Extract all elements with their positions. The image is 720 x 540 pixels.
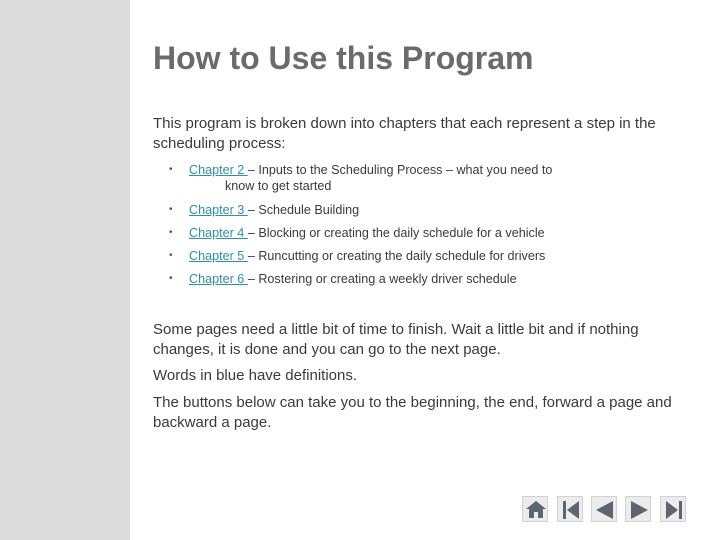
- next-page-button[interactable]: [625, 496, 651, 522]
- chapter-5-link[interactable]: Chapter 5: [189, 249, 248, 263]
- bullet: •: [169, 250, 173, 261]
- chapter-list: [169, 162, 679, 287]
- list-item: [169, 248, 679, 264]
- next-page-icon: [626, 497, 652, 523]
- last-page-button[interactable]: [660, 496, 686, 522]
- previous-page-icon: [592, 497, 618, 523]
- chapter-4-link[interactable]: Chapter 4: [189, 226, 248, 240]
- home-button[interactable]: [522, 496, 548, 522]
- chapter-2-description: – Inputs to the Scheduling Process – what you need to: [247, 163, 553, 177]
- intro-text: This program is broken down into chapters that each represent a step in the scheduling process:: [153, 115, 656, 152]
- first-page-icon: [558, 497, 584, 523]
- list-item: [169, 225, 679, 241]
- chapter-4-description: – Blocking or creating the daily schedule for a vehicle: [247, 226, 545, 240]
- chapter-2-link[interactable]: Chapter 2: [189, 163, 248, 177]
- list-item: [169, 202, 679, 218]
- left-sidebar: [0, 0, 130, 540]
- list-item: [169, 162, 679, 194]
- buttons-paragraph: The buttons below can take you to the beginning, the end, forward a page and backward a page.: [153, 394, 672, 431]
- bullet: •: [169, 204, 173, 215]
- chapter-2-description-continued: know to get started: [225, 179, 332, 193]
- home-icon: [523, 497, 549, 523]
- wait-paragraph: Some pages need a little bit of time to finish. Wait a little bit and if nothing changes, it is done and you can go to the next page.: [153, 321, 639, 358]
- chapter-3-link[interactable]: Chapter 3: [189, 203, 248, 217]
- blue-words-paragraph: Words in blue have definitions.: [153, 367, 358, 384]
- list-item: [169, 271, 679, 287]
- chapter-3-description: – Schedule Building: [247, 203, 360, 217]
- chapter-5-description: – Runcutting or creating the daily schedule for drivers: [247, 249, 546, 263]
- bullet: •: [169, 227, 173, 238]
- bullet: •: [169, 273, 173, 284]
- navigation-bar: [522, 496, 688, 524]
- page-title: How to Use this Program: [153, 40, 534, 76]
- bullet: •: [169, 164, 173, 175]
- previous-page-button[interactable]: [591, 496, 617, 522]
- first-page-button[interactable]: [557, 496, 583, 522]
- last-page-icon: [661, 497, 687, 523]
- chapter-6-link[interactable]: Chapter 6: [189, 272, 248, 286]
- chapter-6-description: – Rostering or creating a weekly driver schedule: [247, 272, 517, 286]
